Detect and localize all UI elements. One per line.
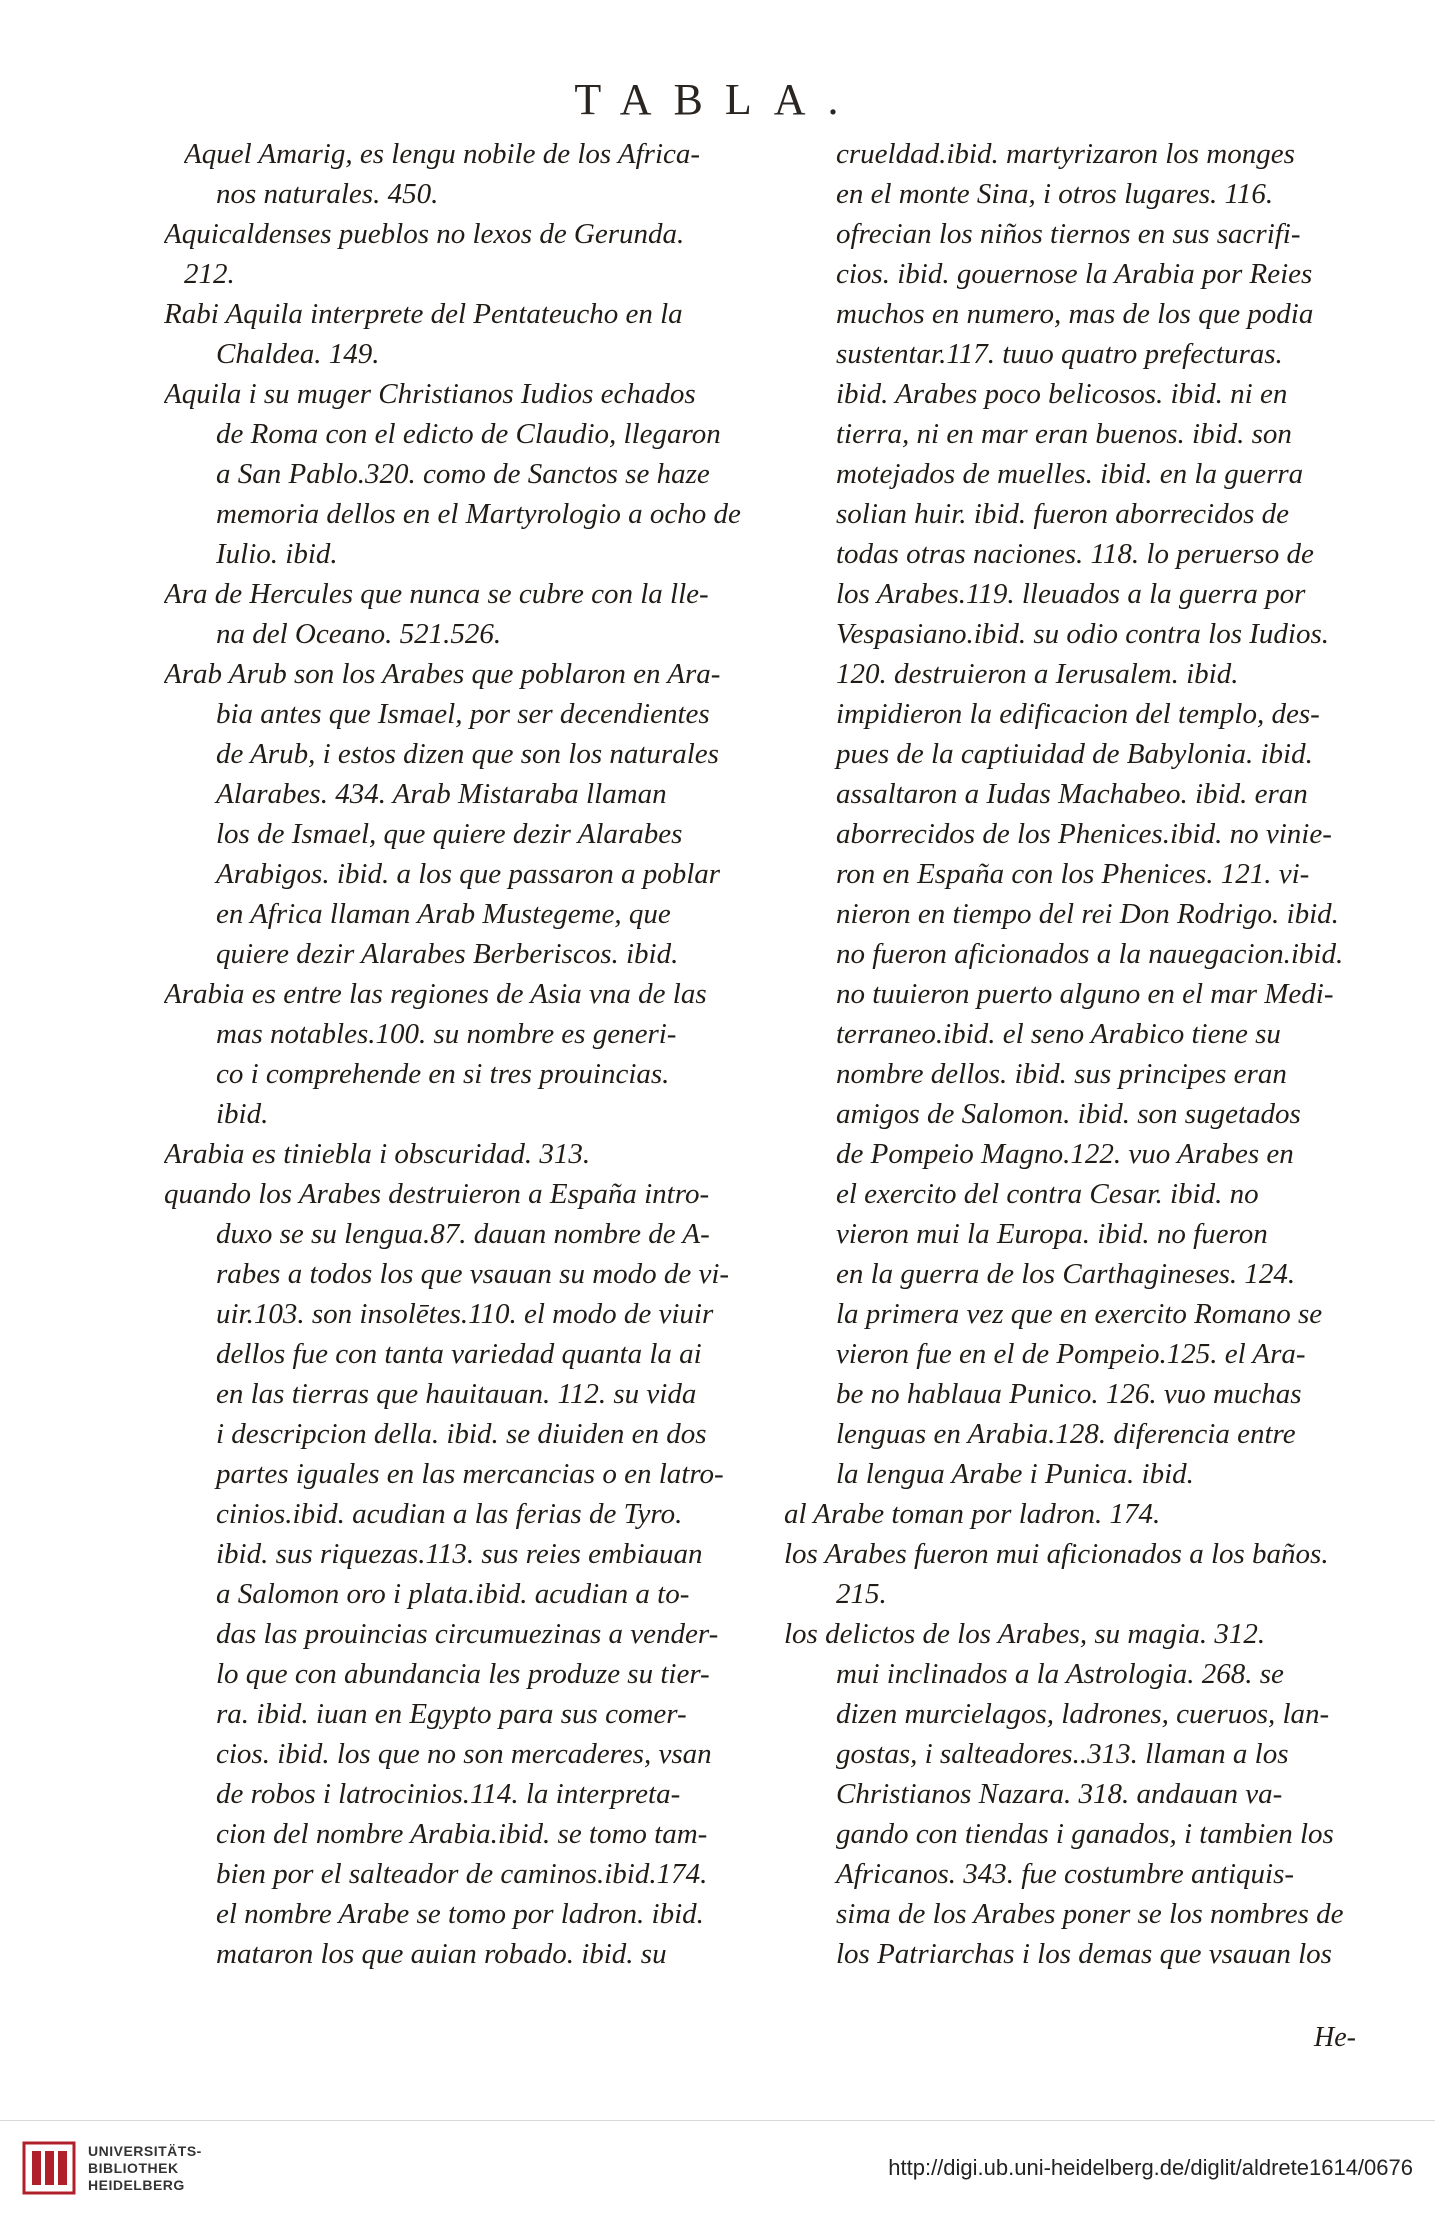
text-line: al Arabe toman por ladron. 174. bbox=[784, 1498, 1161, 1530]
text-line: Aquicaldenses pueblos no lexos de Gerunda. bbox=[164, 218, 685, 250]
catchword: He- bbox=[1314, 2022, 1356, 2053]
text-line: tierra, ni en mar eran buenos. ibid. son bbox=[836, 418, 1292, 450]
text-line: ofrecian los niños tiernos en sus sacrifi- bbox=[836, 218, 1301, 250]
library-name bbox=[88, 2143, 202, 2194]
text-line: amigos de Salomon. ibid. son sugetados bbox=[836, 1098, 1301, 1130]
text-line: de Arub, i estos dizen que son los naturales bbox=[216, 738, 719, 770]
text-line: 212. bbox=[184, 258, 235, 290]
text-line: nieron en tiempo del rei Don Rodrigo. ibid. bbox=[836, 898, 1339, 930]
text-line: los delictos de los Arabes, su magia. 312. bbox=[784, 1618, 1266, 1650]
right-column bbox=[784, 134, 1369, 1974]
text-line: vieron mui la Europa. ibid. no fueron bbox=[836, 1218, 1268, 1250]
text-line: Vespasiano.ibid. su odio contra los Iudios. bbox=[836, 618, 1330, 650]
text-line: das las prouincias circumuezinas a vender- bbox=[216, 1618, 719, 1650]
text-line: cios. ibid. gouernose la Arabia por Reies bbox=[836, 258, 1313, 290]
page-title: TABLA. bbox=[574, 75, 861, 124]
text-line: sima de los Arabes poner se los nombres de bbox=[836, 1898, 1344, 1930]
text-line: sustentar.117. tuuo quatro prefecturas. bbox=[836, 338, 1283, 370]
text-line: pues de la captiuidad de Babylonia. ibid. bbox=[836, 738, 1313, 770]
text-line: a San Pablo.320. como de Sanctos se haze bbox=[216, 458, 710, 490]
text-line: no tuuieron puerto alguno en el mar Medi- bbox=[836, 978, 1334, 1010]
text-line: en la guerra de los Carthagineses. 124. bbox=[836, 1258, 1296, 1290]
text-line: impidieron la edificacion del templo, des- bbox=[836, 698, 1320, 730]
text-line: lenguas en Arabia.128. diferencia entre bbox=[836, 1418, 1296, 1450]
text-line: en las tierras que hauitauan. 112. su vida bbox=[216, 1378, 697, 1410]
text-line: nos naturales. 450. bbox=[216, 178, 439, 210]
library-name-line: UNIVERSITÄTS- bbox=[88, 2143, 202, 2159]
library-name-line: HEIDELBERG bbox=[88, 2177, 185, 2193]
text-line: Arabia es entre las regiones de Asia vna de las bbox=[164, 978, 707, 1010]
text-line: los Arabes fueron mui aficionados a los baños. bbox=[784, 1538, 1329, 1570]
text-line: gando con tiendas i ganados, i tambien los bbox=[836, 1818, 1334, 1850]
text-line: la lengua Arabe i Punica. ibid. bbox=[836, 1458, 1194, 1490]
text-line: Ara de Hercules que nunca se cubre con la lle- bbox=[164, 578, 709, 610]
text-line: crueldad.ibid. martyrizaron los monges bbox=[836, 138, 1295, 170]
text-line: dellos fue con tanta variedad quanta la ai bbox=[216, 1338, 702, 1370]
text-line: terraneo.ibid. el seno Arabico tiene su bbox=[836, 1018, 1281, 1050]
text-line: de Roma con el edicto de Claudio, llegaron bbox=[216, 418, 721, 450]
text-line: los de Ismael, que quiere dezir Alarabes bbox=[216, 818, 683, 850]
text-line: en el monte Sina, i otros lugares. 116. bbox=[836, 178, 1274, 210]
text-line: muchos en numero, mas de los que podia bbox=[836, 298, 1314, 330]
text-line: uir.103. son insolētes.110. el modo de viuir bbox=[216, 1298, 714, 1330]
text-line: na del Oceano. 521.526. bbox=[216, 618, 502, 650]
text-line: vieron fue en el de Pompeio.125. el Ara- bbox=[836, 1338, 1306, 1370]
library-logo-icon bbox=[22, 2141, 76, 2195]
text-line: cinios.ibid. acudian a las ferias de Tyro. bbox=[216, 1498, 683, 1530]
text-line: aborrecidos de los Phenices.ibid. no vinie- bbox=[836, 818, 1332, 850]
text-line: Iulio. ibid. bbox=[216, 538, 338, 570]
text-line: Aquila i su muger Christianos Iudios echados bbox=[164, 378, 696, 410]
text-line: el exercito del contra Cesar. ibid. no bbox=[836, 1178, 1259, 1210]
text-line: Chaldea. 149. bbox=[216, 338, 380, 370]
text-line: los Patriarchas i los demas que vsauan los bbox=[836, 1938, 1332, 1970]
text-line: Christianos Nazara. 318. andauan va- bbox=[836, 1778, 1283, 1810]
text-line: partes iguales en las mercancias o en latro- bbox=[216, 1458, 724, 1490]
text-line: mataron los que auian robado. ibid. su bbox=[216, 1938, 667, 1970]
text-line: co i comprehende en si tres prouincias. bbox=[216, 1058, 670, 1090]
text-line: cion del nombre Arabia.ibid. se tomo tam- bbox=[216, 1818, 708, 1850]
text-line: Africanos. 343. fue costumbre antiquis- bbox=[836, 1858, 1295, 1890]
text-line: de Pompeio Magno.122. vuo Arabes en bbox=[836, 1138, 1294, 1170]
text-line: cios. ibid. los que no son mercaderes, vsan bbox=[216, 1738, 712, 1770]
text-line: ibid. Arabes poco belicosos. ibid. ni en bbox=[836, 378, 1288, 410]
text-line: los Arabes.119. lleuados a la guerra por bbox=[836, 578, 1306, 610]
text-line: gostas, i salteadores..313. llaman a los bbox=[836, 1738, 1289, 1770]
text-line: ra. ibid. iuan en Egypto para sus comer- bbox=[216, 1698, 687, 1730]
text-line: todas otras naciones. 118. lo peruerso de bbox=[836, 538, 1314, 570]
text-line: Arabigos. ibid. a los que passaron a poblar bbox=[216, 858, 721, 890]
text-line: mas notables.100. su nombre es generi- bbox=[216, 1018, 677, 1050]
text-line: ibid. sus riquezas.113. sus reies embiauan bbox=[216, 1538, 703, 1570]
text-line: de robos i latrocinios.114. la interpreta- bbox=[216, 1778, 681, 1810]
library-name-line: BIBLIOTHEK bbox=[88, 2160, 179, 2176]
text-line: Aquel Amarig, es lengu nobile de los Africa- bbox=[184, 138, 701, 170]
text-line: en Africa llaman Arab Mustegeme, que bbox=[216, 898, 671, 930]
text-line: Alarabes. 434. Arab Mistaraba llaman bbox=[216, 778, 667, 810]
text-line: motejados de muelles. ibid. en la guerra bbox=[836, 458, 1304, 490]
left-column bbox=[164, 134, 784, 1974]
text-line: no fueron aficionados a la nauegacion.ibid. bbox=[836, 938, 1344, 970]
text-line: bien por el salteador de caminos.ibid.174. bbox=[216, 1858, 708, 1890]
text-line: solian huir. ibid. fueron aborrecidos de bbox=[836, 498, 1289, 530]
text-line: be no hablaua Punico. 126. vuo muchas bbox=[836, 1378, 1302, 1410]
text-line: quiere dezir Alarabes Berberiscos. ibid. bbox=[216, 938, 679, 970]
text-line: 120. destruieron a Ierusalem. ibid. bbox=[836, 658, 1239, 690]
text-line: Rabi Aquila interprete del Pentateucho en la bbox=[164, 298, 683, 330]
text-line: assaltaron a Iudas Machabeo. ibid. eran bbox=[836, 778, 1308, 810]
text-line: a Salomon oro i plata.ibid. acudian a to- bbox=[216, 1578, 690, 1610]
permalink-url[interactable]: http://digi.ub.uni-heidelberg.de/diglit/aldrete1614/0676 bbox=[888, 2155, 1413, 2180]
text-line: el nombre Arabe se tomo por ladron. ibid. bbox=[216, 1898, 704, 1930]
text-line: 215. bbox=[836, 1578, 887, 1610]
text-line: ron en España con los Phenices. 121. vi- bbox=[836, 858, 1310, 890]
text-line: la primera vez que en exercito Romano se bbox=[836, 1298, 1323, 1330]
text-line: mui inclinados a la Astrologia. 268. se bbox=[836, 1658, 1284, 1690]
footer-bar bbox=[0, 2120, 1435, 2236]
text-line: i descripcion della. ibid. se diuiden en dos bbox=[216, 1418, 707, 1450]
text-line: quando los Arabes destruieron a España intro- bbox=[164, 1178, 710, 1210]
text-line: memoria dellos en el Martyrologio a ocho de bbox=[216, 498, 741, 530]
text-line: ibid. bbox=[216, 1098, 269, 1130]
text-line: rabes a todos los que vsauan su modo de vi- bbox=[216, 1258, 730, 1290]
book-page bbox=[4, 2, 1431, 2120]
text-line: duxo se su lengua.87. dauan nombre de A- bbox=[216, 1218, 710, 1250]
text-line: dizen murcielagos, ladrones, cueruos, lan- bbox=[836, 1698, 1330, 1730]
text-line: Arabia es tiniebla i obscuridad. 313. bbox=[164, 1138, 591, 1170]
text-line: lo que con abundancia les produze su tier- bbox=[216, 1658, 710, 1690]
text-line: Arab Arub son los Arabes que poblaron en Ara- bbox=[164, 658, 721, 690]
text-line: nombre dellos. ibid. sus principes eran bbox=[836, 1058, 1287, 1090]
text-line: bia antes que Ismael, por ser decendientes bbox=[216, 698, 710, 730]
